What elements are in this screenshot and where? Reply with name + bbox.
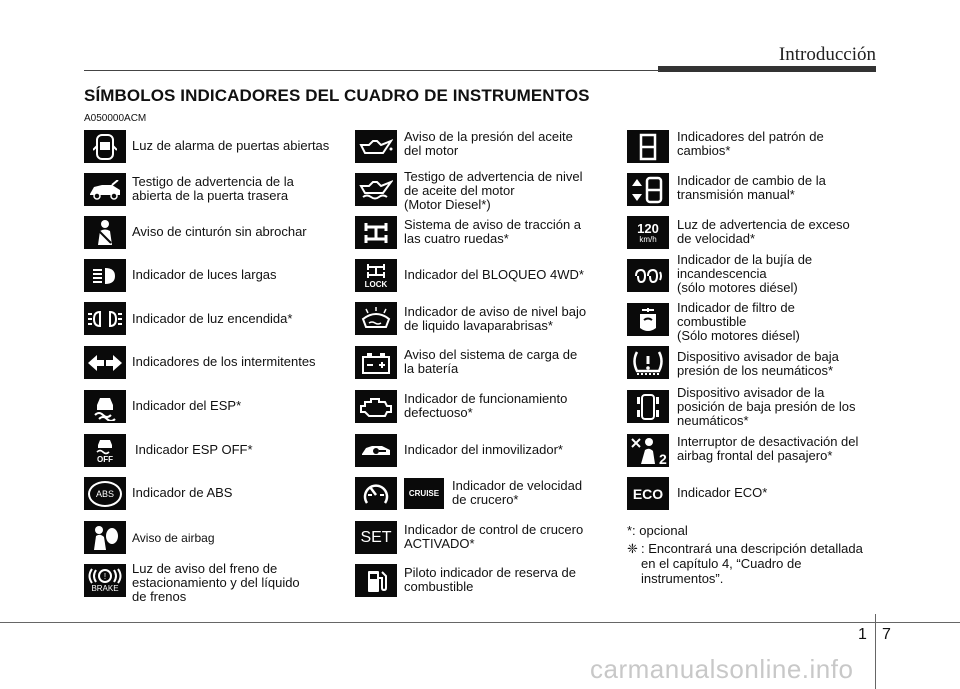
label-shift-pattern: Indicadores del patrón de cambios*	[677, 129, 824, 158]
tpms-position-icon	[627, 390, 669, 423]
shift-pattern-icon	[627, 130, 669, 163]
turn-signal-icon	[84, 346, 126, 379]
set-badge: SET	[360, 528, 392, 546]
brake-icon	[84, 564, 126, 597]
label-light-on: Indicador de luz encendida*	[132, 311, 293, 326]
airbag-off-icon	[627, 434, 669, 467]
label-cruise: Indicador de velocidad de crucero*	[452, 478, 583, 507]
cruise-gauge-icon	[355, 477, 397, 510]
light-on-icon	[84, 302, 126, 335]
chapter-number: 1	[858, 626, 867, 643]
label-immobilizer: Indicador del inmovilizador*	[404, 442, 563, 457]
lock-badge: LOCK	[364, 280, 388, 289]
eco-badge: ECO	[632, 485, 664, 502]
fuel-icon	[355, 564, 397, 597]
washer-fluid-icon	[355, 302, 397, 335]
label-set: Indicador de control de crucero ACTIVADO*	[404, 522, 584, 551]
svg-text:!: !	[103, 572, 107, 581]
label-eco: Indicador ECO*	[677, 485, 768, 500]
eco-icon	[627, 477, 669, 510]
label-shift-indicator: Indicador de cambio de la transmisión manual*	[677, 173, 826, 202]
shift-indicator-icon	[627, 173, 669, 206]
label-fuel-filter: Indicador de filtro de combustible (Sólo motores diésel)	[677, 300, 800, 343]
four-wheel-drive-icon	[355, 216, 397, 249]
esp-icon	[84, 390, 126, 423]
esp-off-icon	[84, 434, 126, 467]
glow-plug-icon	[627, 259, 669, 292]
optional-note: *: opcional	[627, 523, 688, 538]
trunk-open-icon	[84, 173, 126, 206]
label-abs: Indicador de ABS	[132, 485, 233, 500]
reference-note: : Encontrará una descripción detallada en el capítulo 4, “Cuadro de instrumentos”.	[641, 541, 863, 586]
label-trunk-open: Testigo de advertencia de la abierta de la puerta trasera	[132, 174, 294, 203]
label-esp-off: Indicador ESP OFF*	[135, 442, 253, 457]
label-turn-signal: Indicadores de los intermitentes	[132, 354, 316, 369]
label-four-wheel-drive: Sistema de aviso de tracción a las cuatro ruedas*	[404, 217, 582, 246]
door-open-icon	[84, 130, 126, 163]
label-oil-level: Testigo de advertencia de nivel de aceite del motor (Motor Diesel*)	[404, 169, 583, 212]
label-airbag-off: Interruptor de desactivación del airbag frontal del pasajero*	[677, 434, 859, 463]
oil-level-icon	[355, 173, 397, 206]
fuel-filter-icon	[627, 303, 669, 336]
footer-rule	[0, 622, 960, 623]
abs-icon	[84, 477, 126, 510]
label-brake: Luz de aviso del freno de estacionamiento y del líquido de frenos	[132, 561, 300, 604]
label-oil-pressure: Aviso de la presión del aceite del motor	[404, 129, 573, 158]
label-seatbelt: Aviso de cinturón sin abrochar	[132, 224, 307, 239]
label-speed-warning: Luz de advertencia de exceso de velocidad*	[677, 217, 850, 246]
label-washer-fluid: Indicador de aviso de nivel bajo de liquido lavaparabrisas*	[404, 304, 587, 333]
cruise-badge: CRUISE	[408, 489, 440, 498]
label-battery: Aviso del sistema de carga de la batería	[404, 347, 578, 376]
abs-badge: ABS	[88, 481, 122, 507]
speed-badge: 120	[637, 220, 659, 236]
label-door-open: Luz de alarma de puertas abiertas	[132, 138, 330, 153]
speed-unit-badge: km/h	[639, 234, 657, 244]
label-fuel: Piloto indicador de reserva de combustible	[404, 565, 576, 594]
cruise-icon	[404, 478, 444, 509]
label-high-beam: Indicador de luces largas	[132, 267, 277, 282]
label-check-engine: Indicador de funcionamiento defectuoso*	[404, 391, 568, 420]
header-bar	[658, 66, 876, 72]
header-rule	[84, 70, 660, 71]
note-symbol: ❈	[627, 541, 638, 556]
battery-icon	[355, 346, 397, 379]
label-airbag: Aviso de airbag	[132, 531, 215, 545]
watermark: carmanualsonline.info	[590, 654, 854, 684]
label-esp: Indicador del ESP*	[132, 398, 242, 413]
section-title: SÍMBOLOS INDICADORES DEL CUADRO DE INSTRUMENTOS	[84, 86, 590, 105]
section-code: A050000ACM	[84, 113, 147, 124]
check-engine-icon	[355, 390, 397, 423]
footer-divider	[875, 614, 876, 689]
label-tpms: Dispositivo avisador de baja presión de los neumáticos*	[677, 349, 839, 378]
esp-off-badge: OFF	[97, 455, 113, 464]
high-beam-icon	[84, 259, 126, 292]
set-icon	[355, 521, 397, 554]
4wd-lock-icon	[355, 259, 397, 292]
airbag-icon	[84, 521, 126, 554]
svg-text:2: 2	[659, 450, 667, 466]
immobilizer-icon	[355, 434, 397, 467]
tpms-icon	[627, 346, 669, 379]
brake-badge: BRAKE	[91, 584, 119, 593]
header-title: Introducción	[778, 44, 876, 65]
page-number: 7	[882, 626, 891, 643]
label-glow-plug: Indicador de la bujía de incandescencia (sólo motores diésel)	[677, 252, 813, 295]
speed-warning-icon	[627, 216, 669, 249]
label-4wd-lock: Indicador del BLOQUEO 4WD*	[404, 267, 584, 282]
oil-pressure-icon	[355, 130, 397, 163]
label-tpms-position: Dispositivo avisador de la posición de baja presión de los neumáticos*	[677, 385, 856, 428]
seatbelt-icon	[84, 216, 126, 249]
